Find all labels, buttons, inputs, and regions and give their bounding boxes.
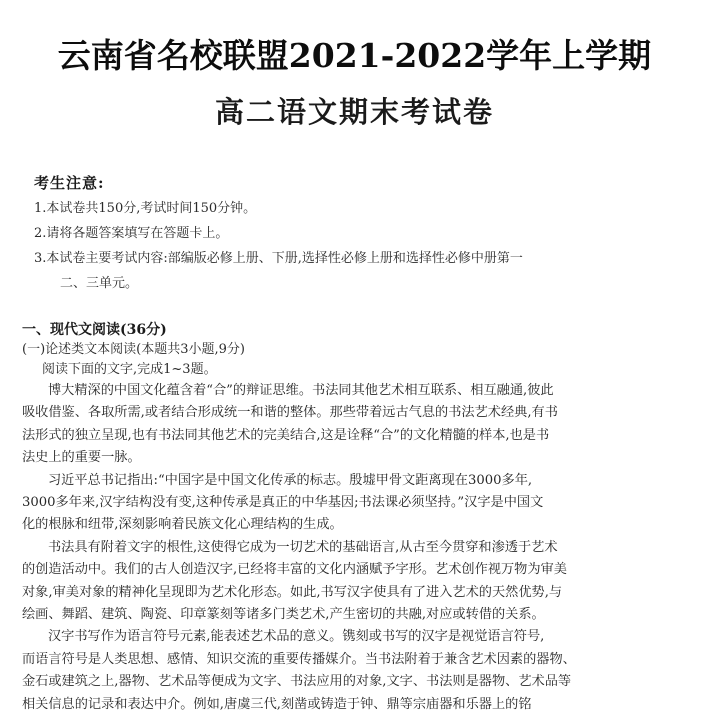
- passage-line: 汉字书写作为语言符号元素,能表述艺术品的意义。镌刻或书写的汉字是视觉语言符号,: [48, 629, 545, 645]
- section-subtitle: (一)论述类文本阅读(本题共3小题,9分): [22, 342, 245, 357]
- passage-line: 吸收借鉴、各取所需,或者结合形成统一和谐的整体。那些带着远古气息的书法艺术经典,有书: [22, 405, 558, 421]
- passage-line: 博大精深的中国文化蕴含着“合”的辩证思维。书法同其他艺术相互联系、相互融通,彼此: [48, 383, 554, 398]
- passage-line: 习近平总书记指出:“中国字是中国文化传承的标志。殷墟甲骨文距离现在3000多年,: [48, 472, 533, 488]
- section-instruction: 阅读下面的文字,完成1~3题。: [42, 362, 217, 377]
- candidate-notice: [34, 172, 684, 296]
- document-title: 云南省名校联盟2021-2022学年上学期: [57, 36, 652, 75]
- reading-section: [22, 320, 694, 716]
- notice-heading: 考生注意:: [34, 174, 105, 192]
- passage-line: 书法具有附着文字的根性,这使得它成为一切艺术的基础语言,从古至今贯穿和渗透于艺术: [48, 539, 558, 555]
- passage-line: 相关信息的记录和表达中介。例如,唐虞三代,刻凿或铸造于钟、鼎等宗庙器和乐器上的铭: [22, 696, 532, 712]
- passage-line: 法形式的独立呈现,也有书法同其他艺术的完美结合,这是诠释“合”的文化精髓的样本,也是书: [22, 427, 550, 443]
- passage-line: 法史上的重要一脉。: [22, 450, 141, 466]
- notice-item: 2.请将各题答案填写在答题卡上。: [34, 226, 229, 241]
- passage-line: 而语言符号是人类思想、感情、知识交流的重要传播媒介。当书法附着于兼含艺术因素的器物、: [22, 651, 576, 667]
- passage-line: 的创造活动中。我们的古人创造汉字,已经将丰富的文化内涵赋予字形。艺术创作视万物为审美: [22, 562, 567, 578]
- passage-line: 3000多年来,汉字结构没有变,这种传承是真正的中华基因;书法课必须坚持。”汉字是中国文: [22, 495, 544, 511]
- notice-item: 3.本试卷主要考试内容:部编版必修上册、下册,选择性必修上册和选择性必修中册第一: [34, 251, 523, 266]
- notice-item-continued: 二、三单元。: [60, 276, 139, 291]
- passage-line: 金石或建筑之上,器物、艺术品等便成为文字、书法应用的对象,文字、书法则是器物、艺术品等: [22, 674, 572, 690]
- passage-line: 对象,审美对象的精神化呈现即为艺术化形态。如此,书写汉字使具有了进入艺术的天然优势,与: [22, 584, 563, 600]
- section-title: 一、现代文阅读(36分): [22, 322, 167, 338]
- passage-line: 绘画、舞蹈、建筑、陶瓷、印章篆刻等诸多门类艺术,产生密切的共融,对应或转借的关系。: [22, 607, 545, 623]
- document-subtitle: 高二语文期末考试卷: [214, 95, 494, 129]
- passage-text: [22, 380, 694, 716]
- notice-item: 1.本试卷共150分,考试时间150分钟。: [34, 201, 257, 216]
- passage-line: 化的根脉和纽带,深刻影响着民族文化心理结构的生成。: [22, 517, 343, 533]
